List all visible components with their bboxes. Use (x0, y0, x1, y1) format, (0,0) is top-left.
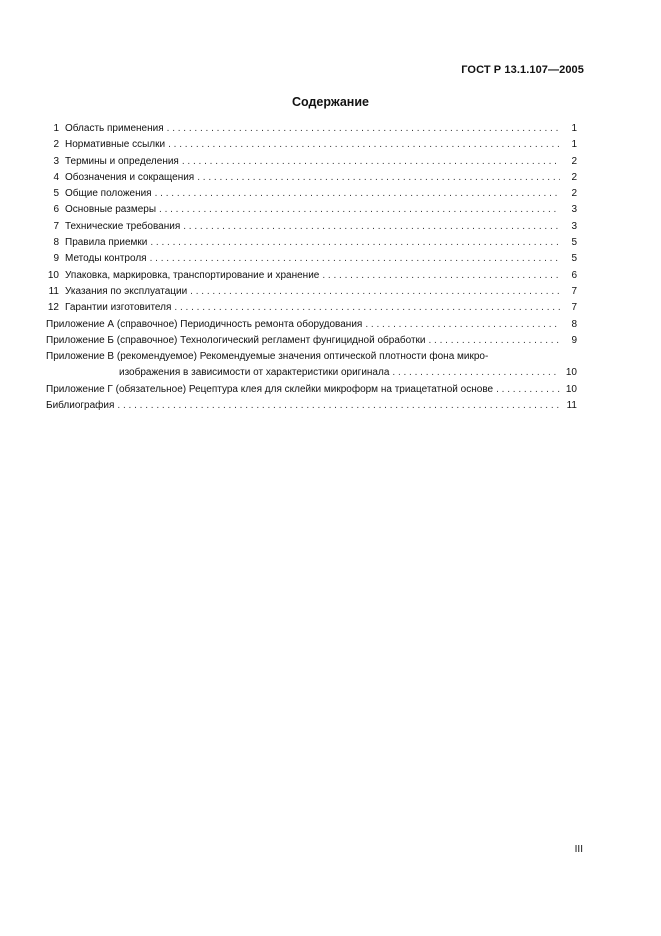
page-number: III (574, 844, 583, 855)
toc-leader-dots (182, 154, 560, 170)
toc-item-label: Область применения (65, 123, 164, 134)
toc-item-page: 9 (571, 334, 577, 346)
toc-item-number: 1 (53, 123, 59, 134)
toc-item-label: Гарантии изготовителя (65, 302, 172, 314)
toc-item-number: 7 (53, 220, 59, 232)
toc-item-page: 11 (566, 400, 577, 412)
toc-item-label: Приложение А (справочное) Периодичность ремонта оборудования (46, 318, 363, 330)
toc-appendix-v[interactable] (46, 349, 577, 382)
toc-appendix-g[interactable] (46, 382, 577, 398)
toc-item-number: 12 (47, 302, 59, 314)
toc-leader-dots (174, 300, 560, 316)
toc-item-number: 9 (53, 253, 59, 265)
toc-item-label: Термины и определения (65, 155, 179, 167)
toc-item-page: 2 (571, 155, 577, 167)
toc-item-label: Основные размеры (65, 204, 157, 216)
toc-item-label: Обозначения и сокращения (65, 171, 195, 183)
toc-item-label: Упаковка, маркировка, транспортирование и хранение (65, 269, 320, 281)
toc-leader-dots (392, 365, 560, 381)
toc-item-page: 1 (571, 139, 577, 151)
toc-item-4[interactable] (46, 170, 577, 186)
page-title: Содержание (291, 95, 369, 109)
toc-item-2[interactable] (46, 137, 577, 153)
toc-item-page: 2 (571, 188, 577, 200)
toc-item-page: 7 (571, 302, 577, 314)
toc-item-page: 10 (565, 367, 577, 379)
toc-item-number: 4 (53, 171, 59, 183)
toc-item-12[interactable] (46, 300, 577, 316)
toc-item-number: 10 (47, 269, 59, 281)
toc-item-page: 3 (571, 220, 577, 232)
document-code: ГОСТ Р 13.1.107—2005 (461, 64, 584, 76)
toc-leader-dots (159, 202, 560, 218)
toc-appendix-b[interactable] (46, 333, 577, 349)
toc-item-page: 10 (565, 383, 577, 395)
toc-item-page: 8 (571, 318, 577, 330)
toc-leader-dots (429, 333, 561, 349)
toc-item-10[interactable] (46, 268, 577, 284)
toc-item-number: 6 (53, 204, 59, 216)
toc-item-5[interactable] (46, 186, 577, 202)
toc-appendix-a[interactable] (46, 317, 577, 333)
toc-leader-dots (190, 284, 560, 300)
toc-item-label: Технические требования (65, 220, 181, 232)
toc-item-number: 3 (53, 155, 59, 167)
toc-item-label: Библиография (46, 400, 115, 412)
toc-item-label-line1: Приложение В (рекомендуемое) Рекомендуемые значения оптической плотности фона микро- (46, 351, 489, 363)
toc-item-9[interactable] (46, 251, 577, 267)
toc-leader-dots (168, 137, 560, 153)
toc-item-1[interactable] (46, 121, 577, 137)
toc-item-label: Методы контроля (65, 253, 147, 265)
toc-item-label: Общие положения (65, 188, 152, 200)
toc-leader-dots (117, 398, 560, 414)
toc-item-label: Приложение Б (справочное) Технологический регламент фунгицидной обработки (46, 334, 426, 346)
toc-leader-dots (183, 219, 560, 235)
table-of-contents (46, 121, 577, 414)
toc-item-page: 7 (571, 285, 577, 297)
toc-item-11[interactable] (46, 284, 577, 300)
toc-item-number: 8 (53, 237, 59, 249)
toc-leader-dots (150, 235, 560, 251)
toc-item-8[interactable] (46, 235, 577, 251)
toc-leader-dots (365, 317, 560, 333)
toc-item-6[interactable] (46, 202, 577, 218)
toc-item-3[interactable] (46, 154, 577, 170)
toc-item-number: 5 (53, 188, 59, 200)
toc-item-page: 5 (571, 237, 577, 249)
toc-leader-dots (496, 382, 560, 398)
toc-item-page: 2 (571, 171, 577, 183)
toc-item-number: 2 (53, 139, 59, 151)
toc-item-label: Указания по эксплуатации (65, 285, 188, 297)
toc-item-page: 1 (571, 123, 577, 134)
toc-leader-dots (197, 170, 560, 186)
toc-leader-dots (150, 251, 560, 267)
toc-item-label: Правила приемки (65, 237, 148, 249)
toc-item-page: 6 (571, 269, 577, 281)
toc-item-label-line2: изображения в зависимости от характеристики оригинала (119, 367, 390, 379)
toc-leader-dots (167, 121, 560, 137)
toc-bibliography[interactable] (46, 398, 577, 414)
toc-item-number: 11 (48, 285, 59, 297)
toc-leader-dots (155, 186, 560, 202)
toc-item-page: 5 (571, 253, 577, 265)
toc-leader-dots (322, 268, 560, 284)
toc-item-label: Нормативные ссылки (65, 139, 166, 151)
toc-item-label: Приложение Г (обязательное) Рецептура клея для склейки микроформ на триацетатной основе (46, 383, 494, 395)
toc-item-page: 3 (571, 204, 577, 216)
toc-item-7[interactable] (46, 219, 577, 235)
